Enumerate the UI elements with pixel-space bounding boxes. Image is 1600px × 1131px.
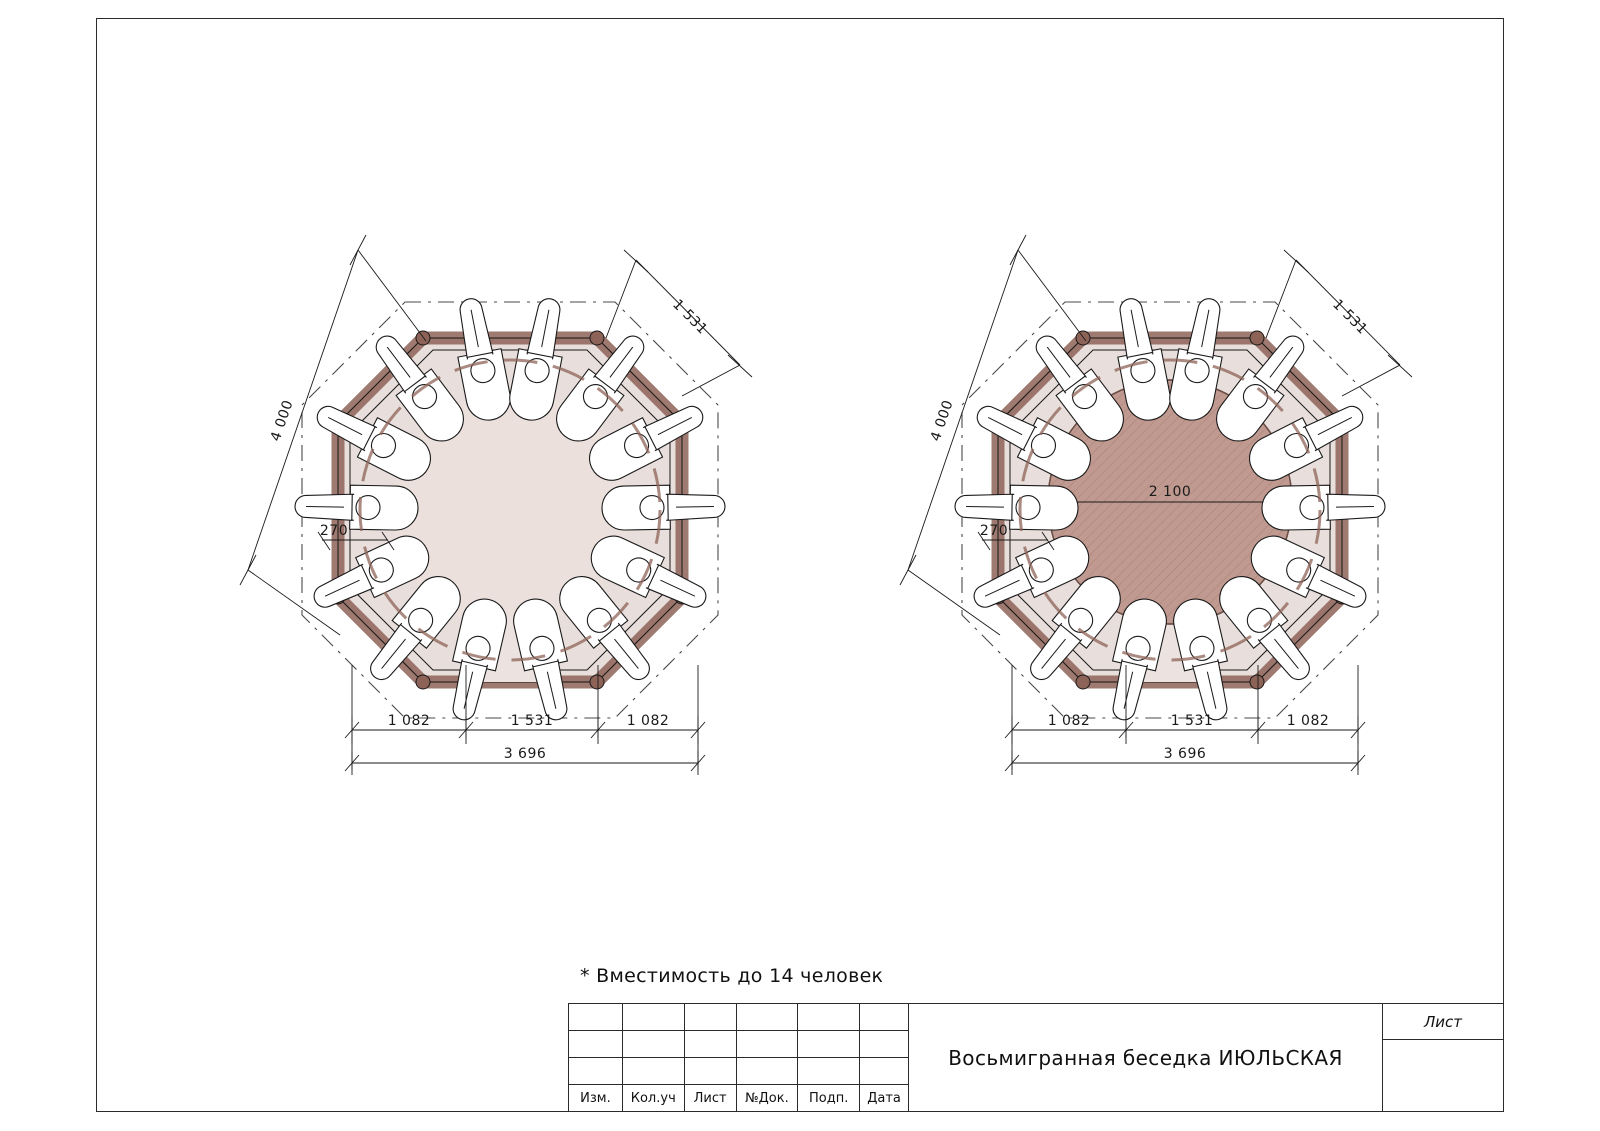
sheet-label: Лист bbox=[1423, 1012, 1462, 1031]
dim-overall-left: 3 696 bbox=[503, 746, 547, 762]
dim-facet-right: 1 531 bbox=[1329, 296, 1371, 338]
table-header-row bbox=[569, 1085, 908, 1111]
dim-bottom-left-right: 1 082 bbox=[1047, 713, 1091, 729]
dim-facet-left: 1 531 bbox=[669, 296, 711, 338]
table-row bbox=[569, 1031, 908, 1058]
dim-table-diameter: 2 100 bbox=[1148, 484, 1192, 500]
drawing-title bbox=[909, 1004, 1383, 1111]
dim-bottom-center-left: 1 531 bbox=[510, 713, 554, 729]
plan-left-dimensions bbox=[200, 210, 840, 800]
title-block bbox=[568, 1003, 1504, 1112]
table-row bbox=[569, 1004, 908, 1031]
column-header-kol: Кол.уч bbox=[623, 1085, 685, 1111]
plan-right-dimensions bbox=[860, 210, 1500, 800]
dim-bottom-right-left: 1 082 bbox=[626, 713, 670, 729]
table-row bbox=[569, 1058, 908, 1085]
sheet-number-block bbox=[1383, 1004, 1503, 1111]
dim-diagonal-left: 4 000 bbox=[267, 397, 297, 444]
dim-post-offset-left: 270 bbox=[319, 523, 349, 539]
column-header-podp: Подп. bbox=[798, 1085, 860, 1111]
title-block-revision-table bbox=[569, 1004, 909, 1111]
dim-overall-right: 3 696 bbox=[1163, 746, 1207, 762]
dim-diagonal-right: 4 000 bbox=[927, 397, 957, 444]
column-header-doc: №Док. bbox=[737, 1085, 799, 1111]
capacity-note: * Вместимость до 14 человек bbox=[580, 965, 884, 987]
drawing-title-text: Восьмигранная беседка ИЮЛЬСКАЯ bbox=[948, 1045, 1343, 1070]
dim-bottom-right-right: 1 082 bbox=[1286, 713, 1330, 729]
column-header-izm: Изм. bbox=[569, 1085, 623, 1111]
column-header-list: Лист bbox=[685, 1085, 737, 1111]
sheet-value bbox=[1383, 1040, 1503, 1111]
column-header-data: Дата bbox=[867, 1090, 901, 1106]
dim-bottom-left-left: 1 082 bbox=[387, 713, 431, 729]
dim-post-offset-right: 270 bbox=[979, 523, 1009, 539]
dim-bottom-center-right: 1 531 bbox=[1170, 713, 1214, 729]
